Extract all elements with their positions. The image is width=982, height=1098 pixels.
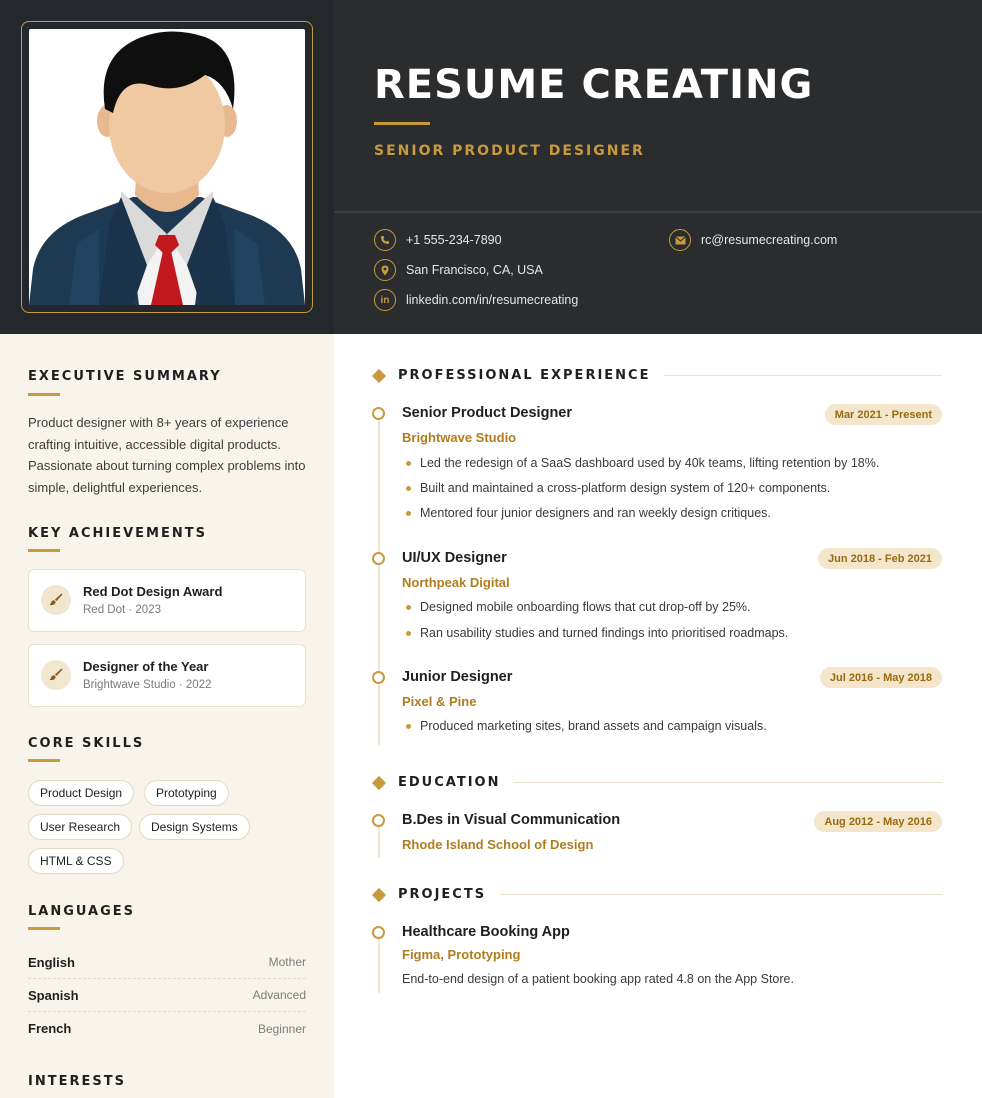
education-heading: EDUCATION (398, 775, 501, 790)
projects-section-header (372, 887, 942, 902)
projects-heading: PROJECTS (398, 887, 487, 902)
resume-header (0, 0, 982, 334)
job-title: UI/UX Designer (402, 550, 507, 566)
degree-title: B.Des in Visual Communication (402, 812, 621, 828)
language-row (28, 946, 306, 979)
bullet-text: Produced marketing sites, brand assets and campaign visuals. (420, 719, 767, 733)
achievements-underline (28, 549, 60, 552)
project-tools: Figma, Prototyping (402, 947, 521, 962)
bullet-text: Mentored four junior designers and ran weekly design critiques. (420, 506, 771, 520)
bullet-text: Designed mobile onboarding flows that cut drop-off by 25%. (420, 600, 751, 614)
job-company: Brightwave Studio (402, 430, 517, 445)
bullet-dot (406, 511, 411, 516)
title-underline (374, 122, 430, 125)
experience-section-header (372, 368, 942, 383)
job-bullet (406, 600, 751, 614)
achievement-title: Designer of the Year (83, 659, 209, 674)
language-row (28, 979, 306, 1012)
contact-phone[interactable] (374, 229, 502, 251)
interests-heading: INTERESTS (28, 1074, 126, 1089)
school-name: Rhode Island School of Design (402, 837, 594, 852)
skill-chip: HTML & CSS (28, 848, 124, 874)
language-level: Mother (268, 955, 306, 969)
experience-heading: PROFESSIONAL EXPERIENCE (398, 368, 651, 383)
language-name: French (28, 1021, 72, 1036)
header-divider (334, 211, 982, 213)
skills-underline (28, 759, 60, 762)
phone-text: +1 555-234-7890 (406, 233, 502, 247)
diamond-icon (372, 775, 386, 789)
projects-timeline (378, 930, 380, 993)
title-block (374, 62, 813, 159)
summary-text: Product designer with 8+ years of experience crafting intuitive, accessible digital products. Passionate about turning complex problems into simple, delightful experiences. (28, 415, 306, 495)
achievement-card (28, 569, 306, 632)
skills-heading: CORE SKILLS (28, 736, 145, 751)
job-company: Northpeak Digital (402, 575, 510, 590)
bullet-text: Led the redesign of a SaaS dashboard used by 40k teams, lifting retention by 18%. (420, 456, 880, 470)
language-level: Beginner (257, 1021, 306, 1036)
location-text: San Francisco, CA, USA (406, 263, 543, 277)
summary-underline (28, 393, 60, 396)
achievement-subtitle: Brightwave Studio · 2022 (83, 679, 212, 691)
job-title: Senior Product Designer (402, 405, 573, 421)
envelope-icon (669, 229, 691, 251)
bullet-dot (406, 631, 411, 636)
linkedin-icon: in (374, 289, 396, 311)
diamond-icon (372, 887, 386, 901)
skill-chip: Prototyping (144, 780, 229, 806)
skill-chip: User Research (28, 814, 132, 840)
bullet-text: Built and maintained a cross-platform design system of 120+ components. (420, 481, 831, 495)
photo-column (0, 0, 334, 334)
bullet-dot (406, 486, 411, 491)
language-name: Spanish (28, 987, 79, 1003)
experience-timeline (378, 412, 380, 745)
diamond-icon (372, 368, 386, 382)
section-divider (664, 375, 942, 376)
timeline-dot (372, 407, 385, 420)
education-section-header (372, 775, 942, 790)
job-bullet (406, 481, 830, 495)
bullet-text: Ran usability studies and turned findings into prioritised roadmaps. (420, 626, 789, 640)
job-bullet (406, 626, 788, 640)
timeline-dot (372, 926, 385, 939)
bullet-dot (406, 605, 411, 610)
profile-photo-frame (21, 21, 313, 313)
map-pin-icon (374, 259, 396, 281)
section-divider (514, 782, 942, 783)
job-bullet (406, 506, 771, 520)
job-title: Junior Designer (402, 669, 513, 685)
job-company: Pixel & Pine (402, 694, 477, 709)
language-row (28, 1012, 306, 1045)
date-badge: Jun 2018 - Feb 2021 (818, 548, 942, 569)
section-divider (500, 894, 942, 895)
avatar-illustration (29, 29, 305, 305)
achievement-subtitle: Red Dot · 2023 (83, 604, 161, 616)
achievement-card (28, 644, 306, 707)
project-name: Healthcare Booking App (402, 924, 570, 940)
language-level: Advanced (252, 988, 306, 1002)
date-badge: Jul 2016 - May 2018 (820, 667, 942, 688)
bullet-dot (406, 724, 411, 729)
project-description: End-to-end design of a patient booking app rated 4.8 on the App Store. (402, 972, 794, 986)
timeline-dot (372, 552, 385, 565)
date-badge: Aug 2012 - May 2016 (814, 811, 942, 832)
achievements-heading: KEY ACHIEVEMENTS (28, 526, 207, 541)
languages-heading: LANGUAGES (28, 904, 136, 919)
paintbrush-icon (41, 585, 71, 615)
contact-linkedin[interactable] (374, 289, 578, 311)
job-bullet (406, 719, 767, 733)
date-badge: Mar 2021 - Present (825, 404, 942, 425)
language-name: English (28, 954, 75, 970)
phone-icon (374, 229, 396, 251)
email-text: rc@resumecreating.com (701, 233, 838, 247)
skill-chip: Design Systems (139, 814, 250, 840)
job-bullet (406, 456, 879, 470)
skill-chip: Product Design (28, 780, 134, 806)
profile-photo (29, 29, 305, 305)
contact-email[interactable] (669, 229, 837, 251)
paintbrush-icon (41, 660, 71, 690)
contact-location (374, 259, 543, 281)
job-role: SENIOR PRODUCT DESIGNER (374, 143, 645, 159)
achievement-title: Red Dot Design Award (83, 584, 223, 599)
summary-heading: EXECUTIVE SUMMARY (28, 369, 222, 384)
candidate-name: RESUME CREATING (374, 62, 814, 108)
bullet-dot (406, 461, 411, 466)
timeline-dot (372, 814, 385, 827)
linkedin-text: linkedin.com/in/resumecreating (406, 293, 579, 307)
timeline-dot (372, 671, 385, 684)
languages-underline (28, 927, 60, 930)
